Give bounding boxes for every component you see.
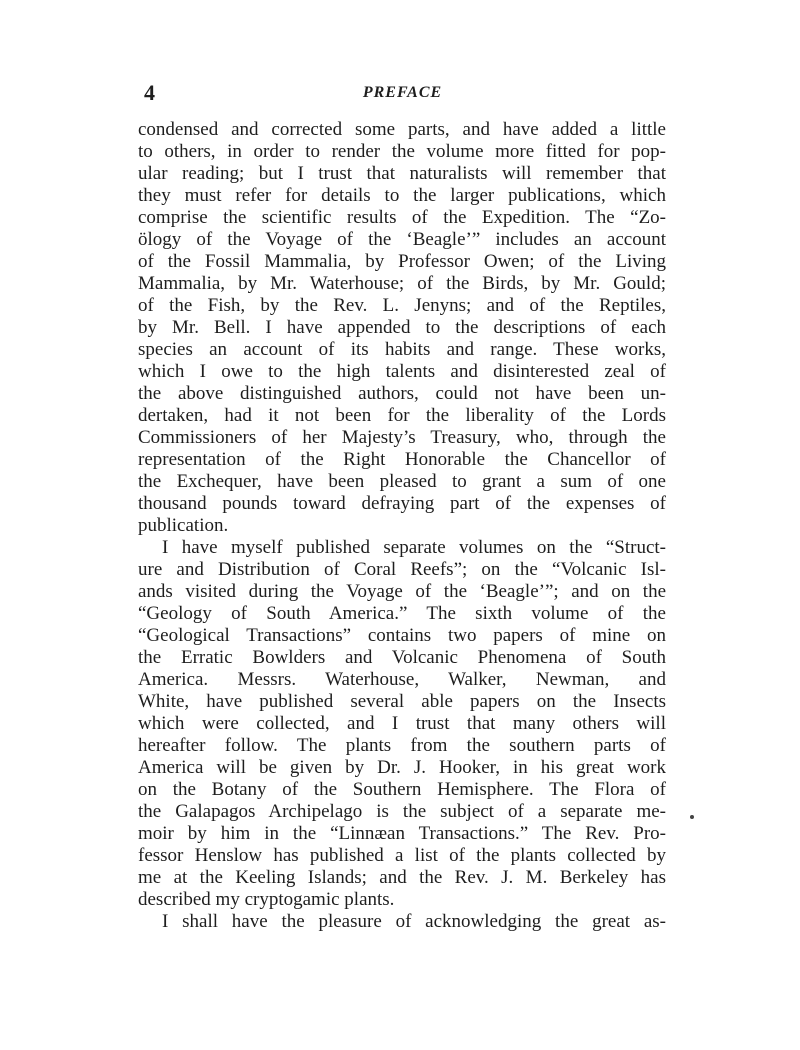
text-line: ölogy of the Voyage of the ‘Beagle’” includes an account xyxy=(138,229,666,250)
text-line: White, have published several able papers on the Insects xyxy=(138,691,666,712)
preface-body-text xyxy=(138,119,666,933)
text-line: representation of the Right Honorable the Chancellor of xyxy=(138,449,666,470)
print-speck xyxy=(690,815,694,819)
text-line: which were collected, and I trust that many others will xyxy=(138,713,666,734)
text-line: dertaken, had it not been for the liberality of the Lords xyxy=(138,405,666,426)
text-line: America will be given by Dr. J. Hooker, in his great work xyxy=(138,757,666,778)
text-line: the above distinguished authors, could not have been un- xyxy=(138,383,666,404)
text-line: to others, in order to render the volume more fitted for pop- xyxy=(138,141,666,162)
text-line: the Galapagos Archipelago is the subject of a separate me- xyxy=(138,801,666,822)
text-line: fessor Henslow has published a list of the plants collected by xyxy=(138,845,666,866)
text-line: me at the Keeling Islands; and the Rev. J. M. Berkeley has xyxy=(138,867,666,888)
text-line: Commissioners of her Majesty’s Treasury, who, through the xyxy=(138,427,666,448)
text-line: ular reading; but I trust that naturalists will remember that xyxy=(138,163,666,184)
text-line: they must refer for details to the larger publications, which xyxy=(138,185,666,206)
text-line: publication. xyxy=(138,515,229,536)
text-line: of the Fish, by the Rev. L. Jenyns; and of the Reptiles, xyxy=(138,295,666,316)
text-line: the Erratic Bowlders and Volcanic Phenomena of South xyxy=(138,647,666,668)
text-line: moir by him in the “Linnæan Transactions.” The Rev. Pro- xyxy=(138,823,666,844)
text-line: species an account of its habits and range. These works, xyxy=(138,339,666,360)
text-line: of the Fossil Mammalia, by Professor Owen; of the Living xyxy=(138,251,666,272)
text-line: on the Botany of the Southern Hemisphere. The Flora of xyxy=(138,779,666,800)
text-line: which I owe to the high talents and disinterested zeal of xyxy=(138,361,666,382)
text-line: ure and Distribution of Coral Reefs”; on the “Volcanic Isl- xyxy=(138,559,666,580)
text-line: by Mr. Bell. I have appended to the descriptions of each xyxy=(138,317,666,338)
page-number: 4 xyxy=(144,80,155,105)
text-line-paragraph-start: I shall have the pleasure of acknowledging the great as- xyxy=(162,911,666,932)
text-line: ands visited during the Voyage of the ‘Beagle’”; and on the xyxy=(138,581,666,602)
text-line: condensed and corrected some parts, and have added a little xyxy=(138,119,666,140)
text-line: the Exchequer, have been pleased to grant a sum of one xyxy=(138,471,666,492)
text-line-paragraph-start: I have myself published separate volumes on the “Struct- xyxy=(162,537,666,558)
text-line: “Geology of South America.” The sixth volume of the xyxy=(138,603,666,624)
page-header xyxy=(140,80,665,110)
text-line: Mammalia, by Mr. Waterhouse; of the Birds, by Mr. Gould; xyxy=(138,273,666,294)
text-line: hereafter follow. The plants from the southern parts of xyxy=(138,735,666,756)
text-line: thousand pounds toward defraying part of the expenses of xyxy=(138,493,666,514)
running-title: PREFACE xyxy=(362,84,443,101)
text-line: America. Messrs. Waterhouse, Walker, Newman, and xyxy=(138,669,666,690)
text-line: “Geological Transactions” contains two papers of mine on xyxy=(138,625,666,646)
text-line: described my cryptogamic plants. xyxy=(138,889,395,910)
text-line: comprise the scientific results of the Expedition. The “Zo- xyxy=(138,207,666,228)
